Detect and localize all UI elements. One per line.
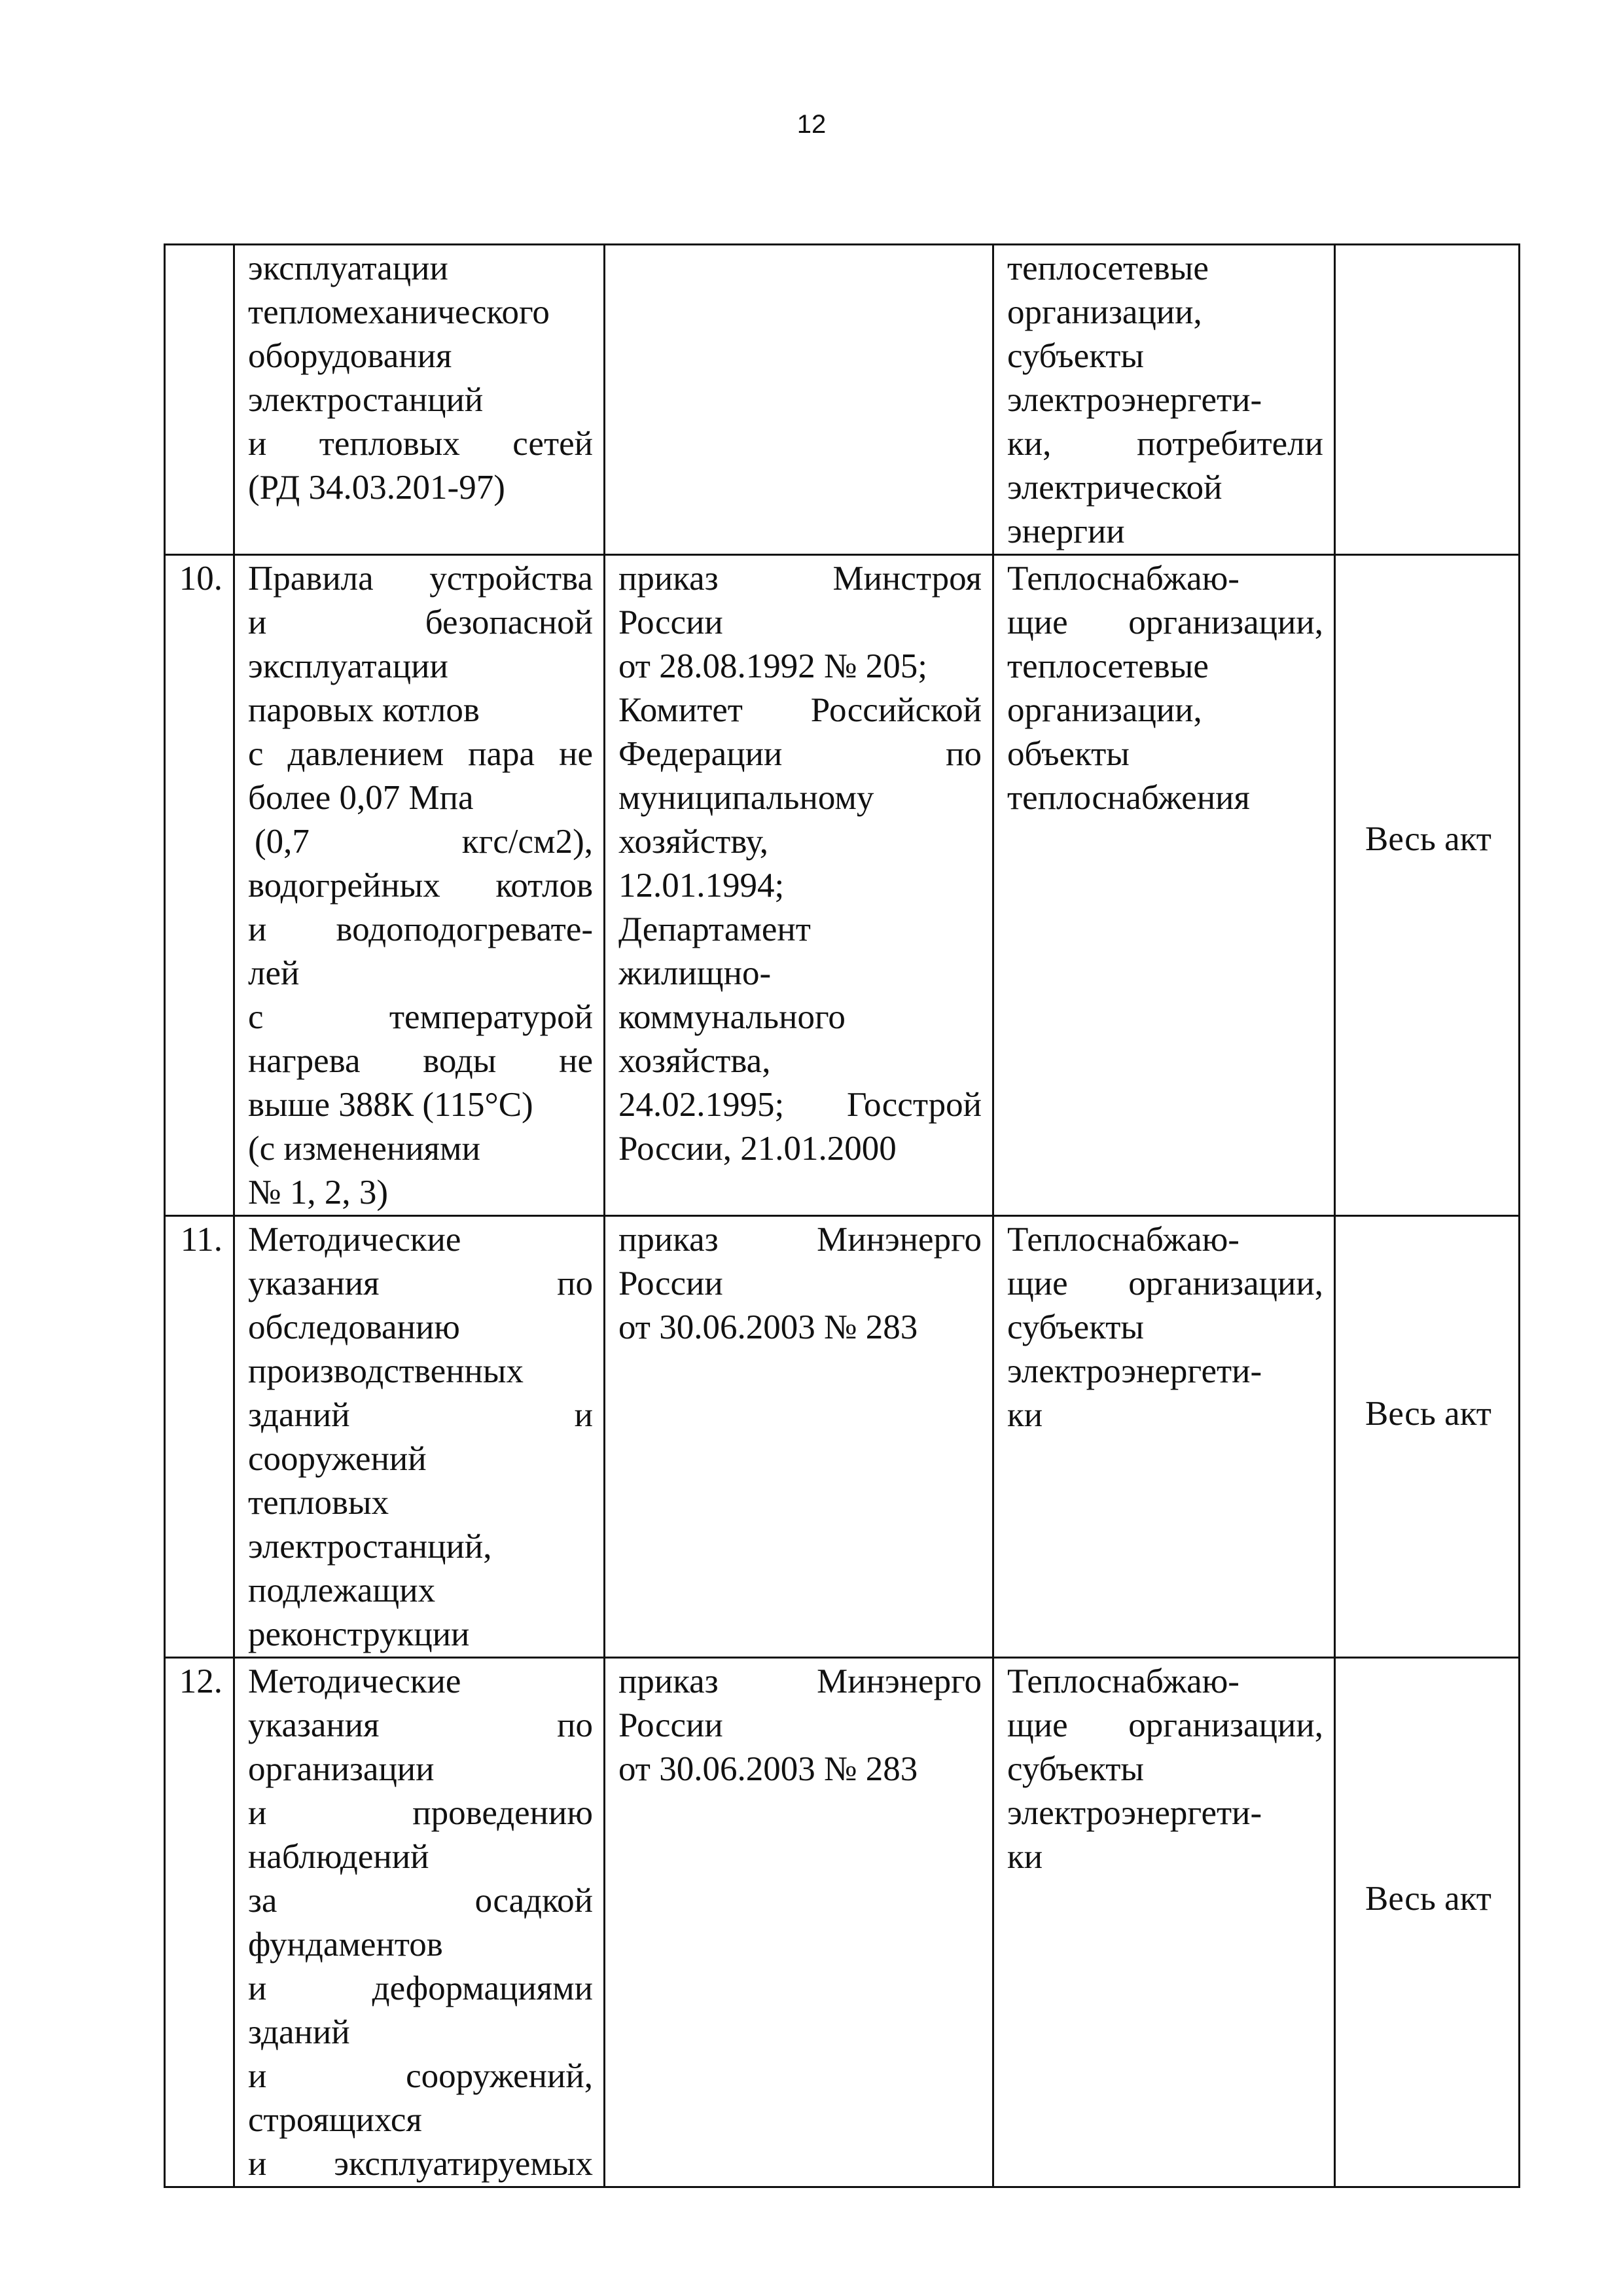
subjects-line: организации, xyxy=(1007,293,1202,331)
act-title-line: обследованию xyxy=(248,1308,460,1346)
subjects-line: щие организации, xyxy=(1007,603,1323,641)
subjects-cell xyxy=(993,555,1335,1216)
subjects-line: теплоснабжения xyxy=(1007,779,1250,817)
act-title-line: указания по xyxy=(248,1265,593,1302)
act-title-line: с давлением пара не xyxy=(248,735,593,773)
subjects-line: электроэнергети- xyxy=(1007,1352,1262,1390)
act-title-line: Методические xyxy=(248,1662,461,1700)
table-row xyxy=(165,1216,1520,1658)
act-title-line: подлежащих xyxy=(248,1571,436,1609)
act-title-line: строящихся xyxy=(248,2101,422,2139)
act-title-line: (0,7 кгс/см2), xyxy=(255,823,593,861)
approving-document-line: 24.02.1995; Госстрой xyxy=(618,1086,982,1124)
row-number: 12. xyxy=(165,1658,234,2187)
regulations-table xyxy=(164,243,1520,2188)
subjects-line: электроэнергети- xyxy=(1007,381,1262,419)
approving-document-line: хозяйства, xyxy=(618,1042,771,1080)
subjects-line: субъекты xyxy=(1007,1750,1145,1788)
act-title-line: зданий xyxy=(248,2013,350,2051)
act-title-cell xyxy=(234,1658,605,2187)
act-title-line: эксплуатации xyxy=(248,249,448,287)
subjects-line: объекты xyxy=(1007,735,1130,773)
table-row xyxy=(165,555,1520,1216)
act-title-line: более 0,07 Мпа xyxy=(248,779,474,817)
act-title-line: и тепловых сетей xyxy=(248,425,593,463)
approving-document-line: от 28.08.1992 № 205; xyxy=(618,647,928,685)
act-title-line: № 1, 2, 3) xyxy=(248,1174,388,1211)
subjects-line: энергии xyxy=(1007,512,1125,550)
act-title-line: тепловых xyxy=(248,1484,389,1522)
act-title-line: паровых котлов xyxy=(248,691,480,729)
approving-document-cell xyxy=(605,245,993,555)
act-title-line: реконструкции xyxy=(248,1615,470,1653)
subjects-line: ки xyxy=(1007,1396,1043,1434)
act-title-line: указания по xyxy=(248,1706,593,1744)
approving-document-line: приказ Минэнерго xyxy=(618,1662,982,1700)
act-title-line: сооружений xyxy=(248,1440,427,1478)
act-title-line: выше 388К (115°С) xyxy=(248,1086,533,1124)
approving-document-cell xyxy=(605,1658,993,2187)
subjects-line: теплосетевые xyxy=(1007,249,1209,287)
scope-cell: Весь акт xyxy=(1335,1216,1520,1658)
act-title-line: (с изменениями xyxy=(248,1130,480,1168)
approving-document-line: Комитет Российской xyxy=(618,691,982,729)
subjects-line: Теплоснабжаю- xyxy=(1007,560,1240,598)
approving-document-line: коммунального xyxy=(618,998,846,1036)
row-number: 10. xyxy=(165,555,234,1216)
table-row xyxy=(165,1658,1520,2187)
subjects-cell xyxy=(993,1658,1335,2187)
act-title-line: и водоподогревате- xyxy=(248,910,593,948)
approving-document-line: Федерации по xyxy=(618,735,982,773)
subjects-line: теплосетевые xyxy=(1007,647,1209,685)
act-title-line: оборудования xyxy=(248,337,452,375)
act-title-line: Методические xyxy=(248,1221,461,1259)
approving-document-line: приказ Минстроя xyxy=(618,560,982,598)
approving-document-line: России xyxy=(618,603,723,641)
approving-document-line: приказ Минэнерго xyxy=(618,1221,982,1259)
act-title-line: электростанций xyxy=(248,381,484,419)
approving-document-line: Департамент xyxy=(618,910,811,948)
act-title-line: наблюдений xyxy=(248,1838,429,1876)
act-title-line: фундаментов xyxy=(248,1926,443,1964)
subjects-line: Теплоснабжаю- xyxy=(1007,1221,1240,1259)
approving-document-line: России xyxy=(618,1706,723,1744)
scope-cell: Весь акт xyxy=(1335,555,1520,1216)
subjects-line: щие организации, xyxy=(1007,1265,1323,1302)
act-title-line: и деформациями xyxy=(248,1969,593,2007)
row-number xyxy=(165,245,234,555)
act-title-line: и проведению xyxy=(248,1794,593,1832)
approving-document-line: России xyxy=(618,1265,723,1302)
act-title-line: за осадкой xyxy=(248,1882,593,1920)
scope-cell: Весь акт xyxy=(1335,1658,1520,2187)
approving-document-cell xyxy=(605,1216,993,1658)
approving-document-line: 12.01.1994; xyxy=(618,867,785,905)
approving-document-line: хозяйству, xyxy=(618,823,769,861)
act-title-line: зданий и xyxy=(248,1396,593,1434)
act-title-line: Правила устройства xyxy=(248,560,593,598)
page-number: 12 xyxy=(796,110,827,139)
act-title-cell xyxy=(234,1216,605,1658)
scope-cell xyxy=(1335,245,1520,555)
act-title-line: и эксплуатируемых xyxy=(248,2145,593,2183)
act-title-line: производственных xyxy=(248,1352,524,1390)
act-title-line: (РД 34.03.201-97) xyxy=(248,469,505,507)
act-title-line: и безопасной xyxy=(248,603,593,641)
act-title-line: организации xyxy=(248,1750,435,1788)
subjects-line: ки, потребители xyxy=(1007,425,1323,463)
subjects-line: ки xyxy=(1007,1838,1043,1876)
act-title-line: электростанций, xyxy=(248,1528,492,1566)
act-title-line: эксплуатации xyxy=(248,647,448,685)
act-title-line: и сооружений, xyxy=(248,2057,593,2095)
subjects-line: субъекты xyxy=(1007,337,1145,375)
subjects-line: Теплоснабжаю- xyxy=(1007,1662,1240,1700)
act-title-line: нагрева воды не xyxy=(248,1042,593,1080)
act-title-line: с температурой xyxy=(248,998,593,1036)
act-title-line: тепломеханического xyxy=(248,293,550,331)
approving-document-cell xyxy=(605,555,993,1216)
subjects-line: организации, xyxy=(1007,691,1202,729)
subjects-line: электрической xyxy=(1007,469,1222,507)
approving-document-line: жилищно- xyxy=(618,954,772,992)
subjects-cell xyxy=(993,1216,1335,1658)
table-row xyxy=(165,245,1520,555)
act-title-cell xyxy=(234,555,605,1216)
approving-document-line: от 30.06.2003 № 283 xyxy=(618,1750,918,1788)
subjects-cell xyxy=(993,245,1335,555)
approving-document-line: России, 21.01.2000 xyxy=(618,1130,897,1168)
act-title-cell xyxy=(234,245,605,555)
approving-document-line: от 30.06.2003 № 283 xyxy=(618,1308,918,1346)
approving-document-line: муниципальному xyxy=(618,779,874,817)
subjects-line: электроэнергети- xyxy=(1007,1794,1262,1832)
subjects-line: субъекты xyxy=(1007,1308,1145,1346)
subjects-line: щие организации, xyxy=(1007,1706,1323,1744)
act-title-line: лей xyxy=(248,954,300,992)
act-title-line: водогрейных котлов xyxy=(248,867,593,905)
row-number: 11. xyxy=(165,1216,234,1658)
